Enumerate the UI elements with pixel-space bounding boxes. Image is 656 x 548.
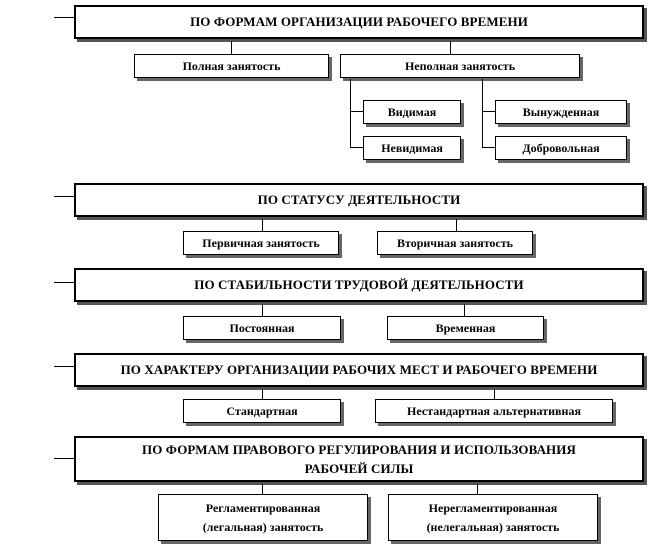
branch-left-to-invisible bbox=[350, 147, 363, 148]
section-1-title: ПО ФОРМАМ ОРГАНИЗАЦИИ РАБОЧЕГО ВРЕМЕНИ bbox=[190, 14, 528, 29]
section-5-header bbox=[74, 436, 644, 482]
branch-right-vertical bbox=[482, 79, 483, 148]
section-1-connector-right bbox=[450, 41, 451, 54]
voluntary-label: Добровольная bbox=[522, 140, 600, 155]
standard-label: Стандартная bbox=[226, 403, 298, 418]
regulated-employment-line-2: (легальная) занятость bbox=[202, 519, 324, 534]
unregulated-employment-box bbox=[388, 494, 598, 541]
full-employment-box bbox=[134, 54, 329, 78]
forced-box bbox=[495, 100, 627, 124]
section-2-title: ПО СТАТУСУ ДЕЯТЕЛЬНОСТИ bbox=[257, 192, 461, 207]
section-5-title-line-1: ПО ФОРМАМ ПРАВОВОГО РЕГУЛИРОВАНИЯ И ИСПОЛЬЗОВАНИЯ bbox=[142, 442, 576, 457]
section-2-header bbox=[74, 183, 644, 217]
nonstandard-label: Нестандартная альтернативная bbox=[407, 403, 581, 418]
unregulated-employment-line-2: (нелегальная) занятость bbox=[426, 519, 560, 534]
branch-left-to-visible bbox=[350, 111, 363, 112]
voluntary-box bbox=[495, 136, 627, 160]
secondary-employment-label: Вторичная занятость bbox=[396, 235, 514, 250]
section-5-lead-line bbox=[54, 458, 74, 459]
primary-employment-label: Первичная занятость bbox=[202, 235, 320, 250]
section-1-lead-line bbox=[54, 17, 74, 18]
full-employment-label: Полная занятость bbox=[182, 58, 281, 73]
permanent-label: Постоянная bbox=[229, 320, 295, 335]
permanent-box bbox=[183, 316, 341, 340]
section-1-header bbox=[74, 5, 644, 39]
section-4-title: ПО ХАРАКТЕРУ ОРГАНИЗАЦИИ РАБОЧИХ МЕСТ И РАБОЧЕГО ВРЕМЕНИ bbox=[120, 362, 598, 377]
section-5-connector-left bbox=[262, 484, 263, 494]
section-1-connector-left bbox=[231, 41, 232, 54]
section-4-header bbox=[74, 353, 644, 387]
primary-employment-box bbox=[183, 231, 339, 255]
regulated-employment-box bbox=[158, 494, 368, 541]
temporary-label: Временная bbox=[435, 320, 496, 335]
secondary-employment-box bbox=[377, 231, 533, 255]
section-5-title-line-2: РАБОЧЕЙ СИЛЫ bbox=[304, 461, 414, 476]
section-5-connector-right bbox=[477, 484, 478, 494]
standard-box bbox=[183, 399, 341, 423]
invisible-box bbox=[363, 136, 461, 160]
section-2-connector-left bbox=[262, 219, 263, 231]
section-3-connector-left bbox=[262, 304, 263, 316]
nonstandard-box bbox=[375, 399, 613, 423]
temporary-box bbox=[387, 316, 544, 340]
part-time-employment-label: Неполная занятость bbox=[404, 58, 516, 73]
section-3-lead-line bbox=[54, 282, 74, 283]
visible-box bbox=[363, 100, 461, 124]
section-4-connector-left bbox=[262, 389, 263, 399]
section-2-connector-right bbox=[456, 219, 457, 231]
section-3-header bbox=[74, 268, 644, 302]
visible-label: Видимая bbox=[387, 104, 437, 119]
branch-left-vertical bbox=[350, 79, 351, 148]
branch-right-to-voluntary bbox=[482, 147, 495, 148]
invisible-label: Невидимая bbox=[381, 140, 443, 155]
section-4-lead-line bbox=[54, 366, 74, 367]
section-3-title: ПО СТАБИЛЬНОСТИ ТРУДОВОЙ ДЕЯТЕЛЬНОСТИ bbox=[194, 277, 524, 292]
section-4-connector-right bbox=[494, 389, 495, 399]
forced-label: Вынужденная bbox=[522, 104, 600, 119]
section-3-connector-right bbox=[464, 304, 465, 316]
unregulated-employment-line-1: Нерегламентированная bbox=[428, 500, 558, 515]
part-time-employment-box bbox=[340, 54, 580, 78]
regulated-employment-line-1: Регламентированная bbox=[205, 500, 321, 515]
branch-right-to-forced bbox=[482, 111, 495, 112]
section-2-lead-line bbox=[54, 196, 74, 197]
